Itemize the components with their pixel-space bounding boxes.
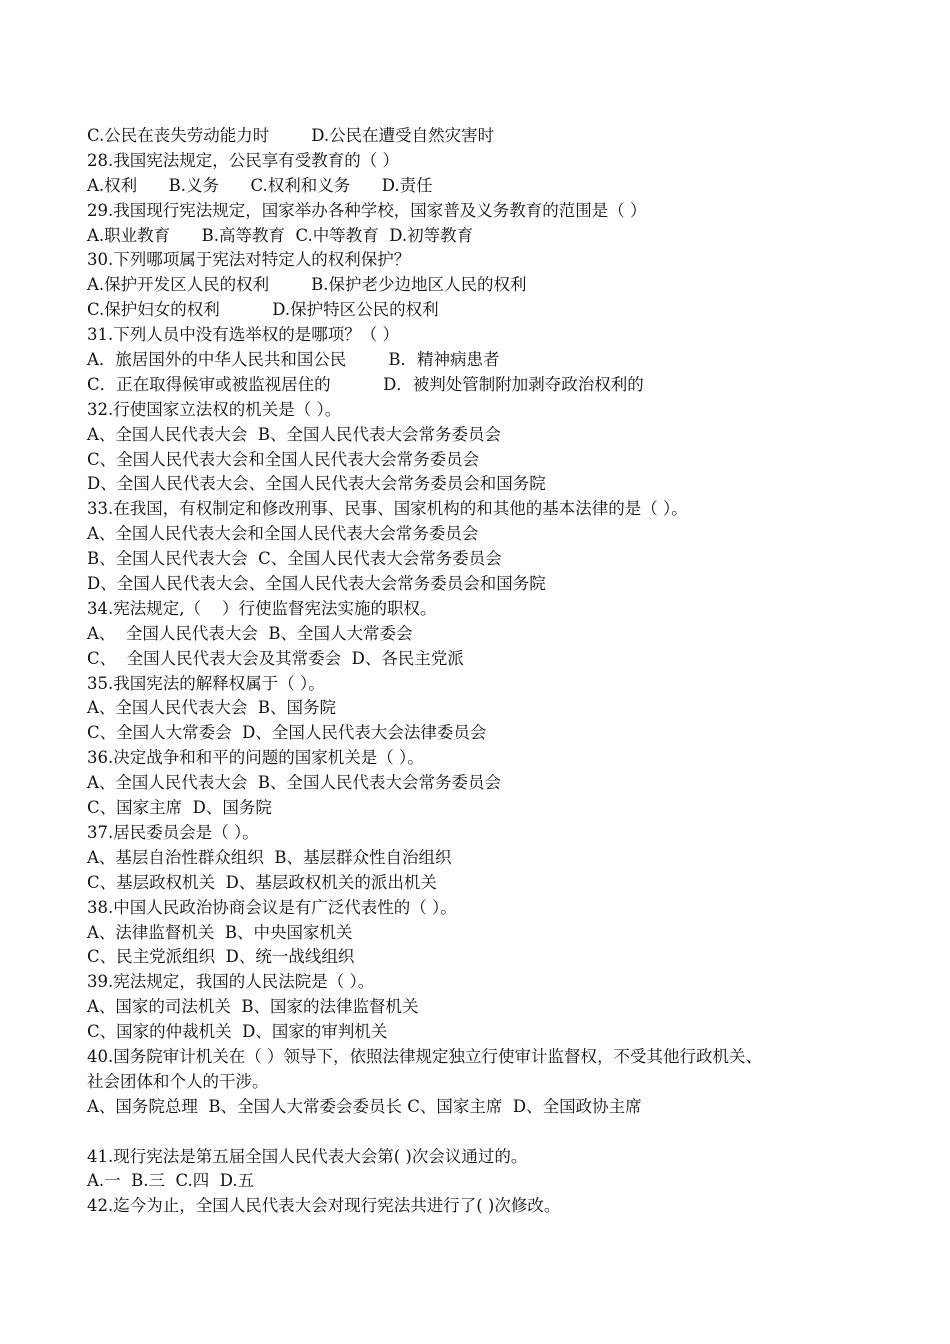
text-line: A．旅居国外的中华人民共和国公民 B．精神病患者 — [87, 350, 500, 370]
text-line: 社会团体和个人的干涉。 — [87, 1071, 269, 1091]
text-line: C、全国人大常委会 D、全国人民代表大会法律委员会 — [87, 723, 487, 743]
text-line: C、 全国人民代表大会及其常委会 D、各民主党派 — [87, 648, 464, 668]
text-line: 39.宪法规定，我国的人民法院是（ ）。 — [87, 972, 375, 992]
text-line: A、全国人民代表大会和全国人民代表大会常务委员会 — [87, 524, 479, 544]
text-line: 36.决定战争和和平的问题的国家机关是（ ）。 — [87, 748, 424, 768]
text-line: A、全国人民代表大会 B、全国人民代表大会常务委员会 — [87, 773, 502, 793]
text-line: C．正在取得候审或被监视居住的 D．被判处管制附加剥夺政治权利的 — [87, 374, 644, 394]
text-line: 37.居民委员会是（ ）。 — [87, 822, 259, 842]
text-line: C.公民在丧失劳动能力时 D.公民在遭受自然灾害时 — [87, 126, 495, 145]
text-line: 41.现行宪法是第五届全国人民代表大会第( )次会议通过的。 — [87, 1146, 528, 1166]
text-line: D、全国人民代表大会、全国人民代表大会常务委员会和国务院 — [87, 574, 546, 594]
text-line: A、法律监督机关 B、中央国家机关 — [87, 922, 353, 942]
text-line: C、基层政权机关 D、基层政权机关的派出机关 — [87, 872, 437, 892]
text-line: A.保护开发区人民的权利 B.保护老少边地区人民的权利 — [87, 275, 527, 295]
text-line: 28.我国宪法规定，公民享有受教育的（ ） — [87, 150, 399, 170]
text-line: 31.下列人员中没有选举权的是哪项？（ ） — [87, 325, 399, 345]
text-line: 42.迄今为止，全国人民代表大会对现行宪法共进行了( )次修改。 — [87, 1196, 561, 1216]
text-line: 34.宪法规定,（ ）行使监督宪法实施的职权。 — [87, 598, 437, 618]
text-line: C.保护妇女的权利 D.保护特区公民的权利 — [87, 300, 439, 320]
text-line: C、国家主席 D、国务院 — [87, 798, 272, 818]
blank-line — [87, 1120, 887, 1145]
text-line: 30.下列哪项属于宪法对特定人的权利保护？ — [87, 250, 411, 270]
text-line: A.权利 B.义务 C.权利和义务 D.责任 — [87, 175, 433, 195]
text-line: 29.我国现行宪法规定，国家举办各种学校，国家普及义务教育的范围是（ ） — [87, 200, 647, 220]
text-line: A、全国人民代表大会 B、国务院 — [87, 698, 337, 718]
text-line: A、国家的司法机关 B、国家的法律监督机关 — [87, 997, 419, 1017]
text-line: B、全国人民代表大会 C、全国人民代表大会常务委员会 — [87, 549, 502, 569]
text-line: A、全国人民代表大会 B、全国人民代表大会常务委员会 — [87, 424, 502, 444]
text-line: 35.我国宪法的解释权属于（ ）。 — [87, 673, 325, 693]
text-line: A.职业教育 B.高等教育 C.中等教育 D.初等教育 — [87, 225, 474, 245]
text-line: A、 全国人民代表大会 B、全国人大常委会 — [87, 623, 413, 643]
text-line: 33.在我国，有权制定和修改刑事、民事、国家机构的和其他的基本法律的是（ ）。 — [87, 499, 688, 519]
text-line: C、民主党派组织 D、统一战线组织 — [87, 947, 355, 967]
text-line: A.一 B.三 C.四 D.五 — [87, 1171, 255, 1191]
text-line: 32.行使国家立法权的机关是（ ）。 — [87, 399, 342, 419]
text-line: C、国家的仲裁机关 D、国家的审判机关 — [87, 1022, 388, 1042]
document-body — [87, 124, 887, 1219]
text-line: A、基层自治性群众组织 B、基层群众性自治组织 — [87, 847, 452, 867]
text-line: C、全国人民代表大会和全国人民代表大会常务委员会 — [87, 449, 480, 469]
text-line: A、国务院总理 B、全国人大常委会委员长 C、国家主席 D、全国政协主席 — [87, 1096, 642, 1116]
text-line: 40.国务院审计机关在（ ）领导下，依照法律规定独立行使审计监督权，不受其他行政机关、 — [87, 1046, 762, 1066]
text-line: 38.中国人民政治协商会议是有广泛代表性的（ ）。 — [87, 897, 457, 917]
text-line: D、全国人民代表大会、全国人民代表大会常务委员会和国务院 — [87, 474, 546, 494]
